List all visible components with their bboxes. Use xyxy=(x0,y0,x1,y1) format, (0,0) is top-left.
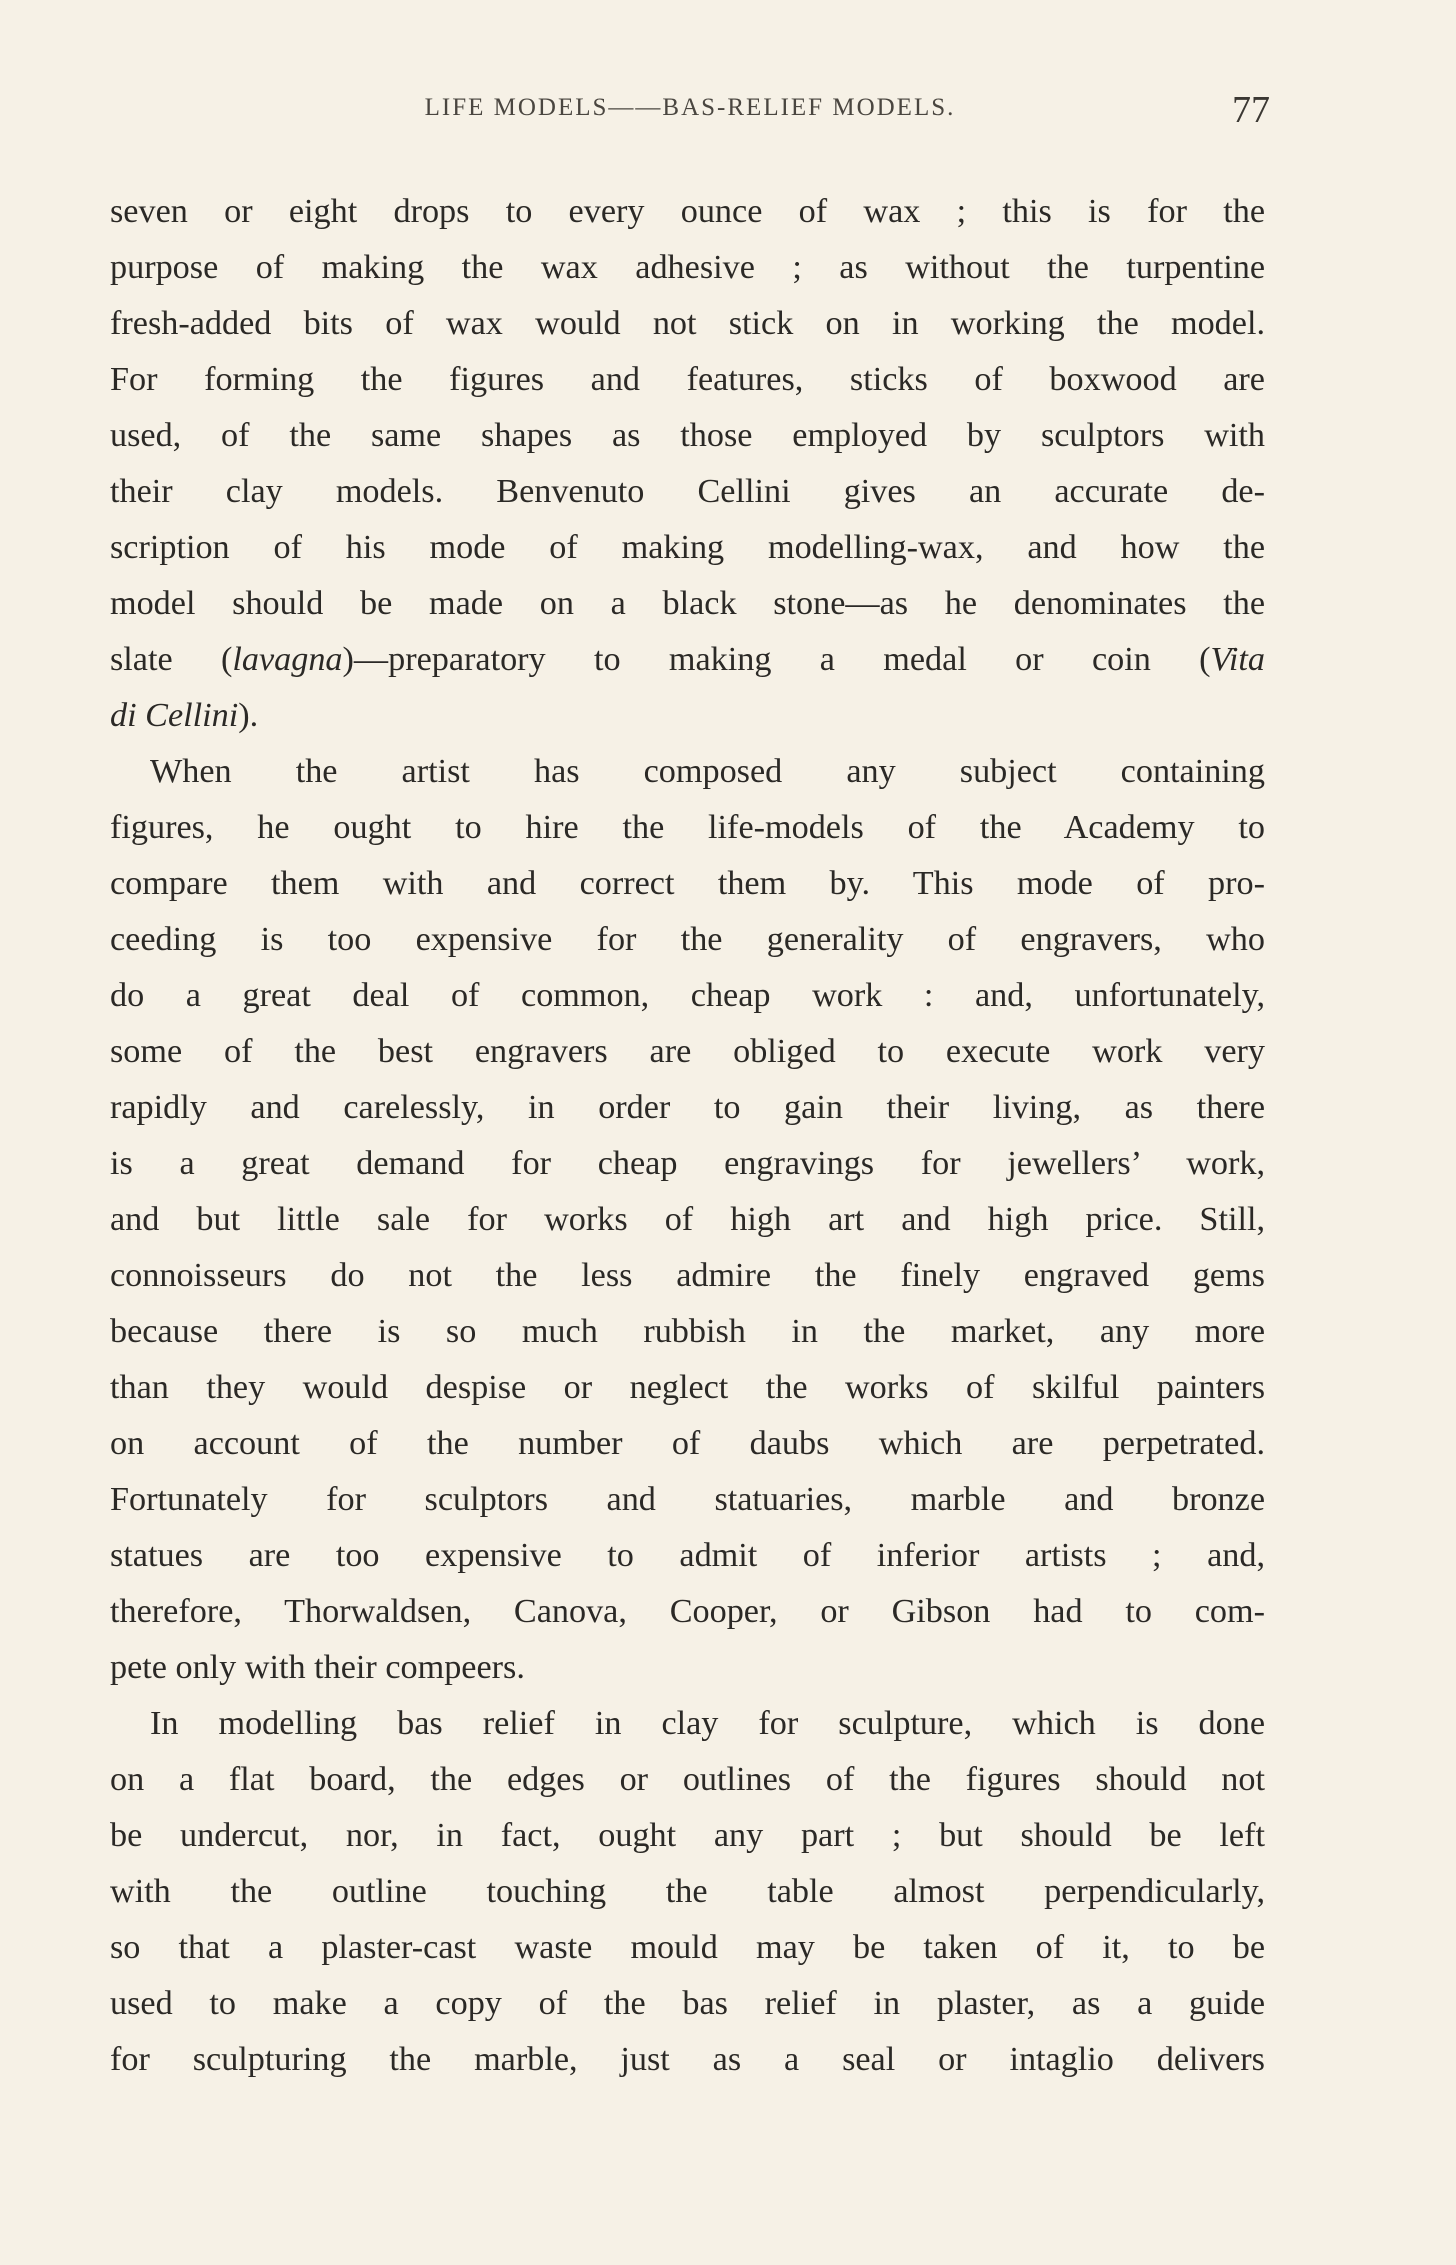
italic-text: Vita xyxy=(1210,641,1265,678)
paragraph xyxy=(110,184,1265,744)
text-line xyxy=(110,1416,1265,1472)
text-run: be undercut, nor, in fact, ought any part ; but should be left xyxy=(110,1817,1265,1854)
text-run: because there is so much rubbish in the market, any more xyxy=(110,1313,1265,1350)
text-run: used to make a copy of the bas relief in plaster, as a guide xyxy=(110,1985,1265,2022)
text-run: used, of the same shapes as those employed by sculptors with xyxy=(110,417,1265,454)
text-line xyxy=(110,1528,1265,1584)
text-run: than they would despise or neglect the works of skilful painters xyxy=(110,1369,1265,1406)
text-line xyxy=(110,800,1265,856)
text-line xyxy=(110,1864,1265,1920)
text-line xyxy=(110,856,1265,912)
text-line xyxy=(110,1080,1265,1136)
text-line xyxy=(110,240,1265,296)
page-number: 77 xyxy=(1232,89,1270,131)
text-run: some of the best engravers are obliged to execute work very xyxy=(110,1033,1265,1070)
text-run: is a great demand for cheap engravings for jewellers’ work, xyxy=(110,1145,1265,1182)
text-run: so that a plaster-cast waste mould may be taken of it, to be xyxy=(110,1929,1265,1966)
italic-text: lavagna xyxy=(232,641,343,678)
text-line xyxy=(110,1640,1265,1696)
text-line xyxy=(110,1696,1265,1752)
text-run: scription of his mode of making modelling-wax, and how the xyxy=(110,529,1265,566)
text-line xyxy=(110,1752,1265,1808)
text-run: statues are too expensive to admit of inferior artists ; and, xyxy=(110,1537,1265,1574)
text-run: For forming the figures and features, sticks of boxwood are xyxy=(110,361,1265,398)
text-run: for sculpturing the marble, just as a seal or intaglio delivers xyxy=(110,2041,1265,2078)
text-run: seven or eight drops to every ounce of wax ; this is for the xyxy=(110,193,1265,230)
text-run: do a great deal of common, cheap work : and, unfortunately, xyxy=(110,977,1265,1014)
text-line xyxy=(110,520,1265,576)
text-line xyxy=(110,1360,1265,1416)
text-line xyxy=(110,632,1265,688)
text-run: connoisseurs do not the less admire the finely engraved gems xyxy=(110,1257,1265,1294)
text-run: model should be made on a black stone—as he denominates the xyxy=(110,585,1265,622)
text-run: with the outline touching the table almost perpendicularly, xyxy=(110,1873,1265,1910)
text-run: rapidly and carelessly, in order to gain their living, as there xyxy=(110,1089,1265,1126)
text-run: compare them with and correct them by. This mode of pro- xyxy=(110,865,1265,902)
running-title: LIFE MODELS——BAS-RELIEF MODELS. xyxy=(424,94,956,121)
text-run: pete only with their compeers. xyxy=(110,1649,525,1686)
text-run: purpose of making the wax adhesive ; as without the turpentine xyxy=(110,249,1265,286)
text-line xyxy=(110,1136,1265,1192)
text-run: When the artist has composed any subject containing xyxy=(150,753,1265,790)
text-line xyxy=(110,408,1265,464)
italic-text: di Cellini xyxy=(110,697,239,734)
text-run: ). xyxy=(238,697,259,734)
text-line xyxy=(110,352,1265,408)
text-run: In modelling bas relief in clay for sculpture, which is done xyxy=(150,1705,1265,1742)
text-line xyxy=(110,1808,1265,1864)
text-line xyxy=(110,464,1265,520)
text-line xyxy=(110,744,1265,800)
text-run: Fortunately for sculptors and statuaries, marble and bronze xyxy=(110,1481,1265,1518)
text-run: slate ( xyxy=(110,641,233,678)
text-run: ceeding is too expensive for the generality of engravers, who xyxy=(110,921,1265,958)
text-line xyxy=(110,1024,1265,1080)
paragraph xyxy=(110,744,1265,1696)
body-text xyxy=(110,184,1265,2088)
text-run: fresh-added bits of wax would not stick on in working the model. xyxy=(110,305,1265,342)
text-line xyxy=(110,1920,1265,1976)
text-run: on account of the number of daubs which are perpetrated. xyxy=(110,1425,1265,1462)
text-run: therefore, Thorwaldsen, Canova, Cooper, or Gibson had to com- xyxy=(110,1593,1265,1630)
running-head xyxy=(110,88,1270,134)
text-run: )—preparatory to making a medal or coin ( xyxy=(342,641,1211,678)
text-line xyxy=(110,1304,1265,1360)
text-line xyxy=(110,1976,1265,2032)
text-line xyxy=(110,912,1265,968)
text-line xyxy=(110,968,1265,1024)
text-run: on a flat board, the edges or outlines of the figures should not xyxy=(110,1761,1265,1798)
text-line xyxy=(110,576,1265,632)
text-line xyxy=(110,296,1265,352)
text-line xyxy=(110,1192,1265,1248)
text-run: and but little sale for works of high art and high price. Still, xyxy=(110,1201,1265,1238)
text-line xyxy=(110,184,1265,240)
text-line xyxy=(110,2032,1265,2088)
text-line xyxy=(110,688,1265,744)
text-run: their clay models. Benvenuto Cellini gives an accurate de- xyxy=(110,473,1265,510)
text-line xyxy=(110,1472,1265,1528)
paragraph xyxy=(110,1696,1265,2088)
text-line xyxy=(110,1584,1265,1640)
text-run: figures, he ought to hire the life-models of the Academy to xyxy=(110,809,1265,846)
text-line xyxy=(110,1248,1265,1304)
